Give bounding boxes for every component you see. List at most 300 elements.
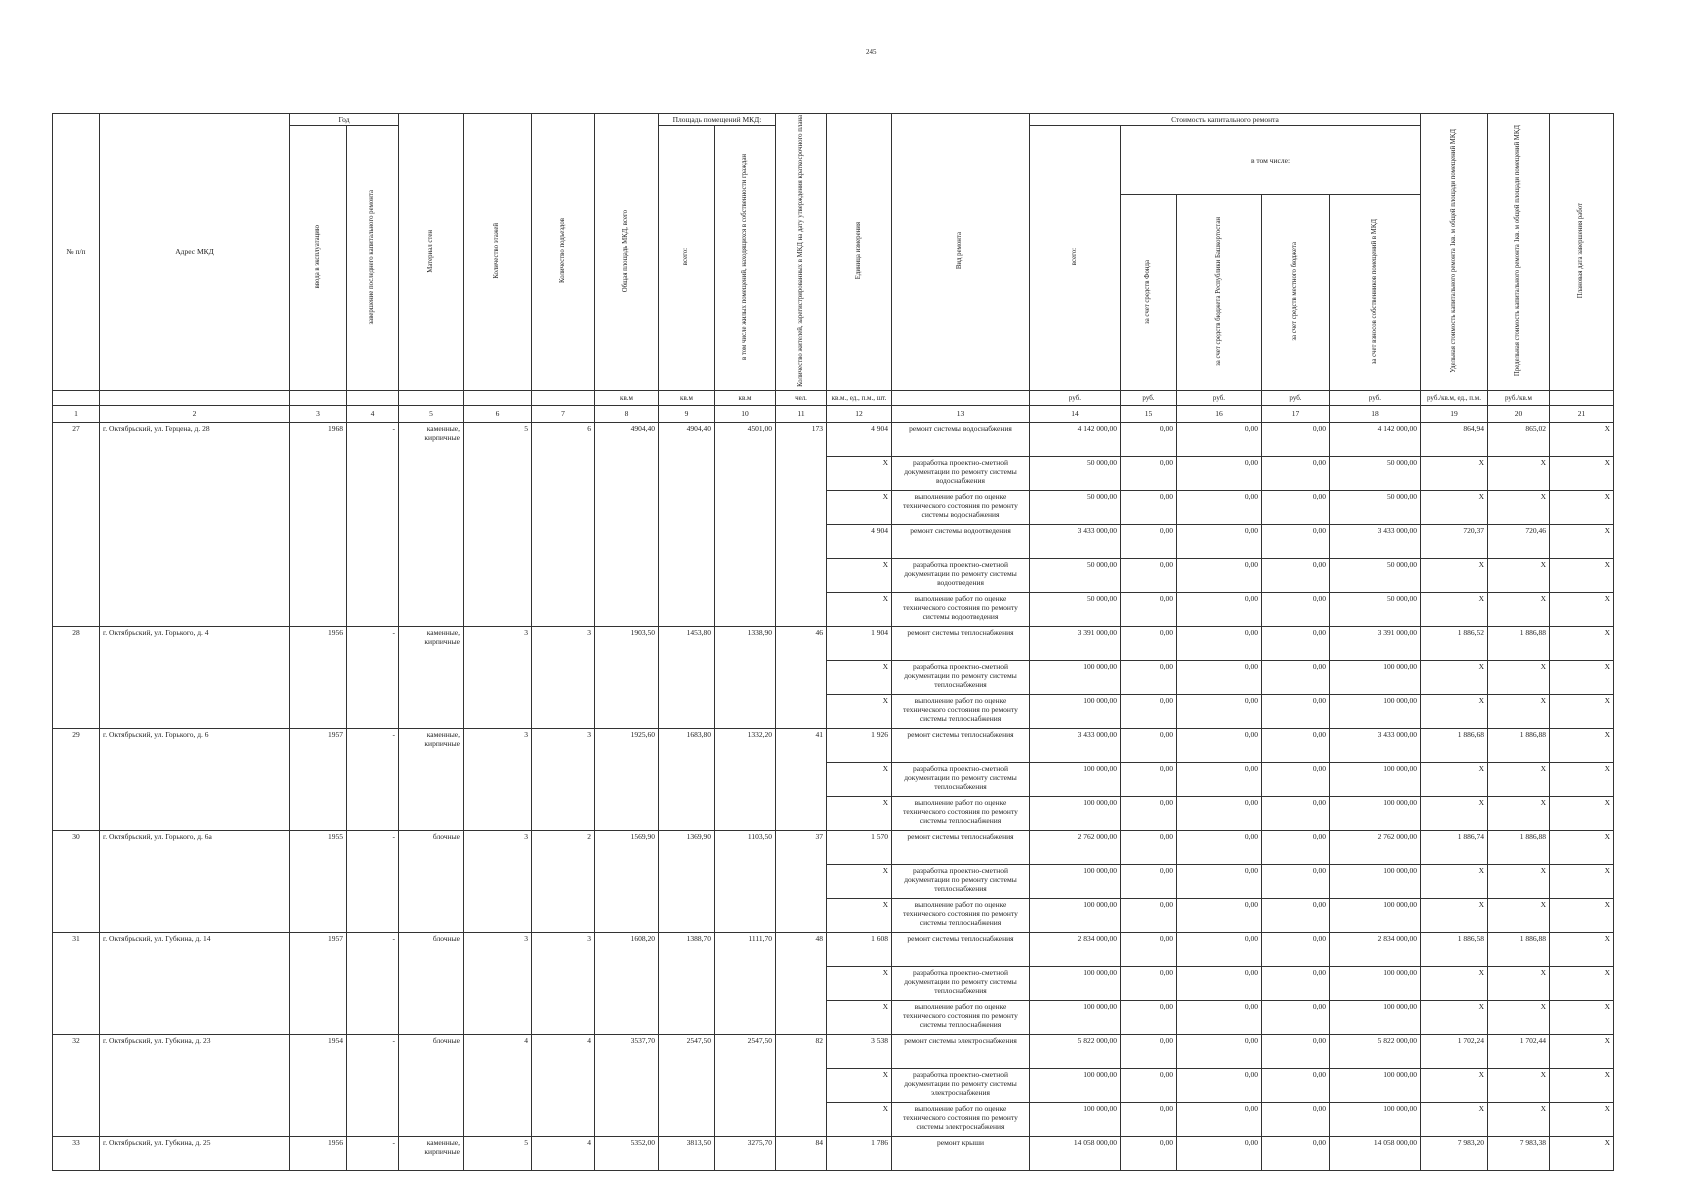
cost-republic: 0,00 <box>1177 1068 1262 1102</box>
repair-type: выполнение работ по оценке технического состояния по ремонту системы электроснабжения <box>892 1102 1030 1136</box>
floor-count: 3 <box>464 626 532 728</box>
unit-cell: кв.м <box>595 390 659 405</box>
total-area: 5352,00 <box>595 1136 659 1170</box>
header-end-date: Плановая дата завершения работ <box>1550 114 1614 391</box>
resident-count: 37 <box>776 830 827 932</box>
header-incl-group: в том числе: <box>1121 126 1421 195</box>
cost-republic: 0,00 <box>1177 592 1262 626</box>
unit-cost: X <box>1421 694 1488 728</box>
header-owners: за счет взносов собственников помещений в МКД <box>1330 195 1421 391</box>
column-number-cell: 20 <box>1488 405 1550 422</box>
header-area-all: всего: <box>659 126 715 391</box>
floor-count: 3 <box>464 728 532 830</box>
cost-owners: 50 000,00 <box>1330 592 1421 626</box>
cost-total: 100 000,00 <box>1030 762 1121 796</box>
page-number: 245 <box>866 48 877 56</box>
limit-cost: 720,46 <box>1488 524 1550 558</box>
cost-owners: 2 762 000,00 <box>1330 830 1421 864</box>
cost-fund: 0,00 <box>1121 660 1177 694</box>
cost-republic: 0,00 <box>1177 1136 1262 1170</box>
unit-cell <box>1550 390 1614 405</box>
area-resident: 1111,70 <box>715 932 776 1034</box>
column-number-cell: 21 <box>1550 405 1614 422</box>
wall-material: каменные, кирпичные <box>399 1136 464 1170</box>
repair-type: разработка проектно-сметной документации по ремонту системы водоснабжения <box>892 456 1030 490</box>
building-address: г. Октябрьский, ул. Губкина, д. 23 <box>100 1034 290 1136</box>
limit-cost: X <box>1488 660 1550 694</box>
cost-local: 0,00 <box>1262 456 1330 490</box>
cost-owners: 100 000,00 <box>1330 898 1421 932</box>
unit-cost: 1 702,24 <box>1421 1034 1488 1068</box>
cost-local: 0,00 <box>1262 694 1330 728</box>
cost-total: 50 000,00 <box>1030 592 1121 626</box>
column-number-cell: 12 <box>827 405 892 422</box>
limit-cost: 1 702,44 <box>1488 1034 1550 1068</box>
end-date: X <box>1550 1000 1614 1034</box>
year-last-repair: - <box>347 932 399 1034</box>
unit-cell: чел. <box>776 390 827 405</box>
area-resident: 2547,50 <box>715 1034 776 1136</box>
wall-material: каменные, кирпичные <box>399 728 464 830</box>
cost-local: 0,00 <box>1262 626 1330 660</box>
unit-cost: X <box>1421 1068 1488 1102</box>
header-year-last-repair: завершение последнего капитального ремонта <box>347 126 399 391</box>
column-number-cell: 2 <box>100 405 290 422</box>
unit-cell: руб./кв.м, ед., п.м. <box>1421 390 1488 405</box>
units-row <box>53 390 1614 405</box>
cost-owners: 3 391 000,00 <box>1330 626 1421 660</box>
cost-republic: 0,00 <box>1177 966 1262 1000</box>
unit-value: 4 904 <box>827 422 892 456</box>
column-number-cell: 7 <box>532 405 595 422</box>
unit-value: 3 538 <box>827 1034 892 1068</box>
header-cost-group: Стоимость капитального ремонта <box>1030 114 1421 126</box>
cost-total: 100 000,00 <box>1030 1000 1121 1034</box>
cost-owners: 3 433 000,00 <box>1330 524 1421 558</box>
area-all: 1453,80 <box>659 626 715 728</box>
year-built: 1956 <box>290 626 347 728</box>
end-date: X <box>1550 626 1614 660</box>
year-last-repair: - <box>347 830 399 932</box>
unit-cost: 720,37 <box>1421 524 1488 558</box>
cost-local: 0,00 <box>1262 932 1330 966</box>
cost-total: 14 058 000,00 <box>1030 1136 1121 1170</box>
unit-value: X <box>827 966 892 1000</box>
year-built: 1956 <box>290 1136 347 1170</box>
building-address: г. Октябрьский, ул. Губкина, д. 25 <box>100 1136 290 1170</box>
year-last-repair: - <box>347 626 399 728</box>
cost-owners: 100 000,00 <box>1330 694 1421 728</box>
cost-total: 100 000,00 <box>1030 864 1121 898</box>
cost-fund: 0,00 <box>1121 762 1177 796</box>
unit-cost: X <box>1421 762 1488 796</box>
cost-total: 100 000,00 <box>1030 1102 1121 1136</box>
cost-republic: 0,00 <box>1177 864 1262 898</box>
column-number-cell: 10 <box>715 405 776 422</box>
header-area-resident: в том числе жилых помещений, находящихся в собственности граждан <box>715 126 776 391</box>
header-local: за счет средств местного бюджета <box>1262 195 1330 391</box>
building-address: г. Октябрьский, ул. Губкина, д. 14 <box>100 932 290 1034</box>
cost-fund: 0,00 <box>1121 796 1177 830</box>
cost-republic: 0,00 <box>1177 626 1262 660</box>
end-date: X <box>1550 966 1614 1000</box>
limit-cost: X <box>1488 592 1550 626</box>
floor-count: 5 <box>464 1136 532 1170</box>
unit-value: X <box>827 864 892 898</box>
year-built: 1957 <box>290 728 347 830</box>
limit-cost: X <box>1488 762 1550 796</box>
cost-total: 50 000,00 <box>1030 490 1121 524</box>
cost-total: 100 000,00 <box>1030 660 1121 694</box>
unit-cell <box>464 390 532 405</box>
floor-count: 5 <box>464 422 532 626</box>
limit-cost: X <box>1488 490 1550 524</box>
limit-cost: 1 886,88 <box>1488 626 1550 660</box>
unit-value: X <box>827 558 892 592</box>
building-number: 31 <box>53 932 100 1034</box>
unit-cost: 1 886,58 <box>1421 932 1488 966</box>
repair-type: выполнение работ по оценке технического состояния по ремонту системы теплоснабжения <box>892 1000 1030 1034</box>
limit-cost: X <box>1488 694 1550 728</box>
header-limit-cost: Предельная стоимость капитального ремонта 1кв. м общей площади помещений МКД <box>1488 114 1550 391</box>
cost-owners: 100 000,00 <box>1330 1000 1421 1034</box>
unit-cell: руб. <box>1330 390 1421 405</box>
end-date: X <box>1550 864 1614 898</box>
unit-cost: 864,94 <box>1421 422 1488 456</box>
year-last-repair: - <box>347 1034 399 1136</box>
cost-total: 4 142 000,00 <box>1030 422 1121 456</box>
unit-value: X <box>827 1000 892 1034</box>
cost-owners: 100 000,00 <box>1330 762 1421 796</box>
resident-count: 82 <box>776 1034 827 1136</box>
header-fund: за счет средств Фонда <box>1121 195 1177 391</box>
cost-total: 100 000,00 <box>1030 966 1121 1000</box>
repair-type: ремонт системы водоотведения <box>892 524 1030 558</box>
end-date: X <box>1550 762 1614 796</box>
cost-total: 3 391 000,00 <box>1030 626 1121 660</box>
unit-value: 1 904 <box>827 626 892 660</box>
cost-fund: 0,00 <box>1121 694 1177 728</box>
floor-count: 3 <box>464 932 532 1034</box>
area-resident: 1103,50 <box>715 830 776 932</box>
cost-republic: 0,00 <box>1177 1102 1262 1136</box>
total-area: 1903,50 <box>595 626 659 728</box>
unit-value: 4 904 <box>827 524 892 558</box>
limit-cost: 1 886,88 <box>1488 728 1550 762</box>
end-date: X <box>1550 1136 1614 1170</box>
year-built: 1954 <box>290 1034 347 1136</box>
repair-type: выполнение работ по оценке технического состояния по ремонту системы водоотведения <box>892 592 1030 626</box>
header-unit: Единица измерения <box>827 114 892 391</box>
area-all: 2547,50 <box>659 1034 715 1136</box>
building-address: г. Октябрьский, ул. Горького, д. 6а <box>100 830 290 932</box>
table-row <box>53 422 1614 456</box>
column-number-cell: 17 <box>1262 405 1330 422</box>
cost-fund: 0,00 <box>1121 728 1177 762</box>
cost-owners: 5 822 000,00 <box>1330 1034 1421 1068</box>
building-address: г. Октябрьский, ул. Герцена, д. 28 <box>100 422 290 626</box>
building-number: 28 <box>53 626 100 728</box>
cost-republic: 0,00 <box>1177 694 1262 728</box>
header-wall-material: Материал стен <box>399 114 464 391</box>
entrance-count: 3 <box>532 728 595 830</box>
wall-material: каменные, кирпичные <box>399 626 464 728</box>
cost-fund: 0,00 <box>1121 932 1177 966</box>
entrance-count: 2 <box>532 830 595 932</box>
total-area: 3537,70 <box>595 1034 659 1136</box>
unit-value: X <box>827 456 892 490</box>
unit-cell: руб. <box>1030 390 1121 405</box>
column-number-cell: 18 <box>1330 405 1421 422</box>
cost-republic: 0,00 <box>1177 490 1262 524</box>
building-number: 33 <box>53 1136 100 1170</box>
unit-cell: руб. <box>1121 390 1177 405</box>
area-all: 1683,80 <box>659 728 715 830</box>
cost-owners: 3 433 000,00 <box>1330 728 1421 762</box>
cost-local: 0,00 <box>1262 830 1330 864</box>
repair-type: ремонт системы электроснабжения <box>892 1034 1030 1068</box>
cost-total: 50 000,00 <box>1030 558 1121 592</box>
cost-fund: 0,00 <box>1121 490 1177 524</box>
end-date: X <box>1550 728 1614 762</box>
header-floors: Количество этажей <box>464 114 532 391</box>
unit-cell: кв.м., ед., п.м., шт. <box>827 390 892 405</box>
entrance-count: 3 <box>532 626 595 728</box>
area-all: 1369,90 <box>659 830 715 932</box>
limit-cost: 865,02 <box>1488 422 1550 456</box>
column-numbers-row <box>53 405 1614 422</box>
cost-republic: 0,00 <box>1177 728 1262 762</box>
cost-republic: 0,00 <box>1177 422 1262 456</box>
limit-cost: 1 886,88 <box>1488 830 1550 864</box>
limit-cost: 1 886,88 <box>1488 932 1550 966</box>
limit-cost: X <box>1488 796 1550 830</box>
repair-type: выполнение работ по оценке технического состояния по ремонту системы теплоснабжения <box>892 694 1030 728</box>
cost-local: 0,00 <box>1262 796 1330 830</box>
column-number-cell: 4 <box>347 405 399 422</box>
cost-local: 0,00 <box>1262 728 1330 762</box>
cost-republic: 0,00 <box>1177 762 1262 796</box>
end-date: X <box>1550 490 1614 524</box>
resident-count: 46 <box>776 626 827 728</box>
end-date: X <box>1550 456 1614 490</box>
header-address: Адрес МКД <box>100 114 290 391</box>
unit-cell <box>53 390 100 405</box>
end-date: X <box>1550 694 1614 728</box>
header-unit-cost: Удельная стоимость капитального ремонта 1кв. м общей площади помещений МКД <box>1421 114 1488 391</box>
cost-fund: 0,00 <box>1121 1034 1177 1068</box>
column-number-cell: 16 <box>1177 405 1262 422</box>
column-number-cell: 5 <box>399 405 464 422</box>
header-no: № п/п <box>53 114 100 391</box>
cost-fund: 0,00 <box>1121 558 1177 592</box>
column-number-cell: 9 <box>659 405 715 422</box>
column-number-cell: 3 <box>290 405 347 422</box>
cost-total: 100 000,00 <box>1030 1068 1121 1102</box>
unit-cell <box>399 390 464 405</box>
entrance-count: 4 <box>532 1034 595 1136</box>
cost-fund: 0,00 <box>1121 1000 1177 1034</box>
building-number: 32 <box>53 1034 100 1136</box>
unit-cell <box>532 390 595 405</box>
end-date: X <box>1550 558 1614 592</box>
cost-total: 2 834 000,00 <box>1030 932 1121 966</box>
unit-value: X <box>827 660 892 694</box>
cost-total: 3 433 000,00 <box>1030 524 1121 558</box>
end-date: X <box>1550 898 1614 932</box>
building-address: г. Октябрьский, ул. Горького, д. 4 <box>100 626 290 728</box>
unit-cell: руб. <box>1262 390 1330 405</box>
cost-fund: 0,00 <box>1121 898 1177 932</box>
repair-type: разработка проектно-сметной документации по ремонту системы теплоснабжения <box>892 762 1030 796</box>
unit-cost: 1 886,74 <box>1421 830 1488 864</box>
unit-value: X <box>827 490 892 524</box>
cost-owners: 100 000,00 <box>1330 660 1421 694</box>
year-built: 1957 <box>290 932 347 1034</box>
area-all: 3813,50 <box>659 1136 715 1170</box>
cost-local: 0,00 <box>1262 966 1330 1000</box>
repair-type: ремонт крыши <box>892 1136 1030 1170</box>
cost-total: 100 000,00 <box>1030 898 1121 932</box>
header-repair-type: Вид ремонта <box>892 114 1030 391</box>
floor-count: 4 <box>464 1034 532 1136</box>
wall-material: блочные <box>399 932 464 1034</box>
cost-fund: 0,00 <box>1121 966 1177 1000</box>
building-address: г. Октябрьский, ул. Горького, д. 6 <box>100 728 290 830</box>
total-area: 1925,60 <box>595 728 659 830</box>
column-number-cell: 19 <box>1421 405 1488 422</box>
limit-cost: X <box>1488 864 1550 898</box>
cost-republic: 0,00 <box>1177 660 1262 694</box>
end-date: X <box>1550 796 1614 830</box>
resident-count: 173 <box>776 422 827 626</box>
cost-fund: 0,00 <box>1121 864 1177 898</box>
unit-cost: X <box>1421 796 1488 830</box>
repair-type: ремонт системы теплоснабжения <box>892 626 1030 660</box>
unit-cost: X <box>1421 1102 1488 1136</box>
repair-plan-table <box>52 113 1614 1171</box>
repair-type: выполнение работ по оценке технического состояния по ремонту системы водоснабжения <box>892 490 1030 524</box>
cost-owners: 2 834 000,00 <box>1330 932 1421 966</box>
column-number-cell: 14 <box>1030 405 1121 422</box>
repair-type: разработка проектно-сметной документации по ремонту системы электроснабжения <box>892 1068 1030 1102</box>
header-total-area: Общая площадь МКД, всего <box>595 114 659 391</box>
end-date: X <box>1550 422 1614 456</box>
cost-fund: 0,00 <box>1121 422 1177 456</box>
cost-owners: 4 142 000,00 <box>1330 422 1421 456</box>
area-resident: 3275,70 <box>715 1136 776 1170</box>
repair-type: ремонт системы теплоснабжения <box>892 830 1030 864</box>
wall-material: каменные, кирпичные <box>399 422 464 626</box>
limit-cost: X <box>1488 898 1550 932</box>
column-number-cell: 1 <box>53 405 100 422</box>
unit-value: X <box>827 898 892 932</box>
unit-cost: 1 886,68 <box>1421 728 1488 762</box>
entrance-count: 3 <box>532 932 595 1034</box>
table-row <box>53 830 1614 864</box>
unit-cell <box>892 390 1030 405</box>
unit-cost: X <box>1421 864 1488 898</box>
resident-count: 48 <box>776 932 827 1034</box>
unit-cell: руб. <box>1177 390 1262 405</box>
entrance-count: 6 <box>532 422 595 626</box>
cost-owners: 100 000,00 <box>1330 796 1421 830</box>
column-number-cell: 8 <box>595 405 659 422</box>
repair-type: разработка проектно-сметной документации по ремонту системы теплоснабжения <box>892 660 1030 694</box>
column-number-cell: 15 <box>1121 405 1177 422</box>
unit-cost: X <box>1421 660 1488 694</box>
limit-cost: X <box>1488 1102 1550 1136</box>
header-republic: за счет средств бюджета Республики Башкортостан <box>1177 195 1262 391</box>
header-year-group: Год <box>290 114 399 126</box>
unit-cost: X <box>1421 490 1488 524</box>
cost-local: 0,00 <box>1262 524 1330 558</box>
year-last-repair: - <box>347 728 399 830</box>
limit-cost: 7 983,38 <box>1488 1136 1550 1170</box>
unit-cost: X <box>1421 592 1488 626</box>
table-row <box>53 932 1614 966</box>
cost-fund: 0,00 <box>1121 592 1177 626</box>
area-all: 4904,40 <box>659 422 715 626</box>
cost-fund: 0,00 <box>1121 1102 1177 1136</box>
table-row <box>53 728 1614 762</box>
cost-local: 0,00 <box>1262 1000 1330 1034</box>
cost-owners: 50 000,00 <box>1330 490 1421 524</box>
header-entrances: Количество подъездов <box>532 114 595 391</box>
cost-local: 0,00 <box>1262 1034 1330 1068</box>
end-date: X <box>1550 830 1614 864</box>
end-date: X <box>1550 592 1614 626</box>
limit-cost: X <box>1488 456 1550 490</box>
cost-local: 0,00 <box>1262 490 1330 524</box>
cost-republic: 0,00 <box>1177 524 1262 558</box>
year-built: 1968 <box>290 422 347 626</box>
unit-cost: X <box>1421 1000 1488 1034</box>
cost-republic: 0,00 <box>1177 796 1262 830</box>
cost-local: 0,00 <box>1262 558 1330 592</box>
area-resident: 1338,90 <box>715 626 776 728</box>
cost-owners: 100 000,00 <box>1330 864 1421 898</box>
unit-cell <box>347 390 399 405</box>
building-number: 27 <box>53 422 100 626</box>
area-resident: 1332,20 <box>715 728 776 830</box>
cost-local: 0,00 <box>1262 1136 1330 1170</box>
resident-count: 41 <box>776 728 827 830</box>
table-row <box>53 626 1614 660</box>
end-date: X <box>1550 1102 1614 1136</box>
unit-cost: X <box>1421 898 1488 932</box>
repair-type: выполнение работ по оценке технического состояния по ремонту системы теплоснабжения <box>892 898 1030 932</box>
cost-republic: 0,00 <box>1177 898 1262 932</box>
cost-owners: 100 000,00 <box>1330 966 1421 1000</box>
limit-cost: X <box>1488 558 1550 592</box>
cost-fund: 0,00 <box>1121 524 1177 558</box>
unit-cell: кв.м <box>715 390 776 405</box>
unit-value: 1 608 <box>827 932 892 966</box>
total-area: 1569,90 <box>595 830 659 932</box>
entrance-count: 4 <box>532 1136 595 1170</box>
header-cost-total: всего: <box>1030 126 1121 391</box>
cost-total: 100 000,00 <box>1030 796 1121 830</box>
unit-cost: 7 983,20 <box>1421 1136 1488 1170</box>
cost-owners: 50 000,00 <box>1330 456 1421 490</box>
unit-value: X <box>827 694 892 728</box>
cost-fund: 0,00 <box>1121 626 1177 660</box>
end-date: X <box>1550 660 1614 694</box>
unit-value: 1 570 <box>827 830 892 864</box>
end-date: X <box>1550 524 1614 558</box>
table-row <box>53 1034 1614 1068</box>
